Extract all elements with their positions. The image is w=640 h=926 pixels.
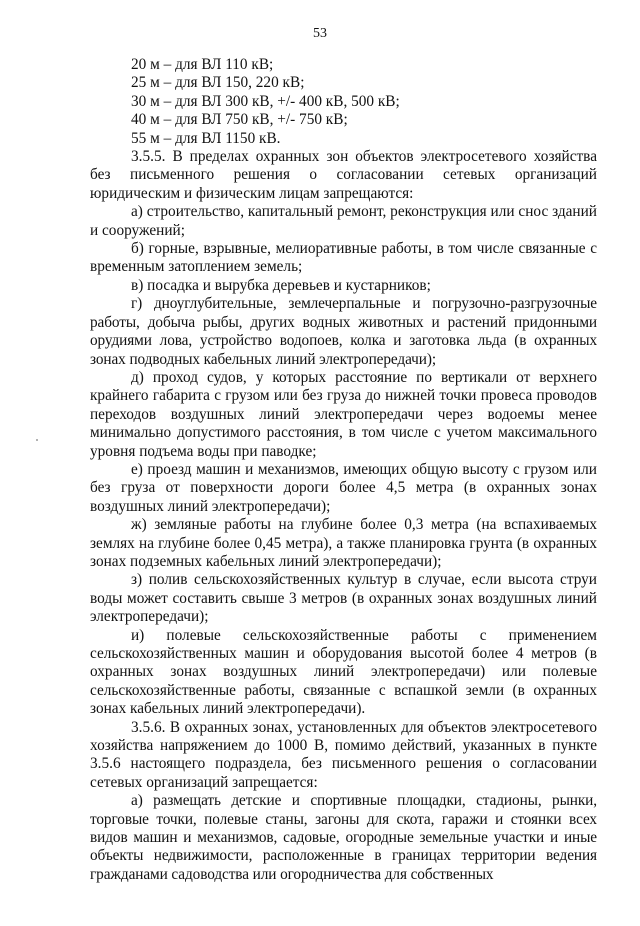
distance-line: 30 м – для ВЛ 300 кВ, +/- 400 кВ, 500 кВ; <box>131 92 400 110</box>
distance-line: 55 м – для ВЛ 1150 кВ. <box>131 129 281 147</box>
list-item-z: з) полив сельскохозяйственных культур в случае, если высота струи воды может составить свыше 3 метров (в охранных зонах воздушных линий электропередачи); <box>90 571 597 626</box>
list-item-a: а) строительство, капитальный ремонт, реконструкция или снос зданий и сооружений; <box>90 203 597 239</box>
list-item-b: б) горные, взрывные, мелиоративные работы, в том числе связанные с временным затоплением земель; <box>90 240 597 276</box>
list-item-a-2: а) размещать детские и спортивные площадки, стадионы, рынки, торговые точки, полевые станы, загоны для скота, гаражи и стоянки всех видов машин и механизмов, садовые, огородные земельные участки и иные объекты недвижимости, расположенные в границах территории ведения гражданами садоводства или огородничества для собственных <box>90 792 597 883</box>
scan-speck <box>36 439 38 441</box>
document-body <box>90 56 597 884</box>
distance-line: 40 м – для ВЛ 750 кВ, +/- 750 кВ; <box>131 111 348 129</box>
list-item-v: в) посадка и вырубка деревьев и кустарников; <box>131 276 431 294</box>
paragraph-3-5-6: 3.5.6. В охранных зонах, установленных для объектов электросетевого хозяйства напряжением до 1000 В, помимо действий, указанных в пункте 3.5.6 настоящего подраздела, без письменного решения о согласовании сетевых организаций запрещается: <box>90 718 597 791</box>
list-item-g: г) дноуглубительные, землечерпальные и погрузочно-разгрузочные работы, добыча рыбы, других водных животных и растений придонными орудиями лова, устройство водопоев, колка и заготовка льда (в охранных зонах подводных кабельных линий электропередачи); <box>90 295 597 368</box>
paragraph-3-5-5: 3.5.5. В пределах охранных зон объектов электросетевого хозяйства без письменного решения о согласовании сетевых организаций юридическим и физическим лицам запрещаются: <box>90 148 597 202</box>
list-item-zh: ж) земляные работы на глубине более 0,3 метра (на вспахиваемых землях на глубине более 0,45 метра), а также планировка грунта (в охранных зонах подземных кабельных линий электропередачи); <box>90 516 597 570</box>
list-item-i: и) полевые сельскохозяйственные работы с применением сельскохозяйственных машин и оборудования высотой более 4 метров (в охранных зонах воздушных линий электропередачи) или полевые сельскохозяйственные работы, связанные с вспашкой земли (в охранных зонах кабельных линий электропередачи). <box>90 626 597 718</box>
distance-line: 25 м – для ВЛ 150, 220 кВ; <box>131 74 305 92</box>
list-item-e: е) проезд машин и механизмов, имеющих общую высоту с грузом или без груза от поверхности дороги более 4,5 метра (в охранных зонах воздушных линий электропередачи); <box>90 460 597 515</box>
page-number: 53 <box>313 26 327 41</box>
distance-line: 20 м – для ВЛ 110 кВ; <box>131 56 274 73</box>
list-item-d: д) проход судов, у которых расстояние по вертикали от верхнего крайнего габарита с грузом или без груза до нижней точки провеса проводов переходов воздушных линий электропередачи через водоемы менее минимально допустимого расстояния, в том числе с учетом максимального уровня подъема воды при паводке; <box>90 368 597 460</box>
